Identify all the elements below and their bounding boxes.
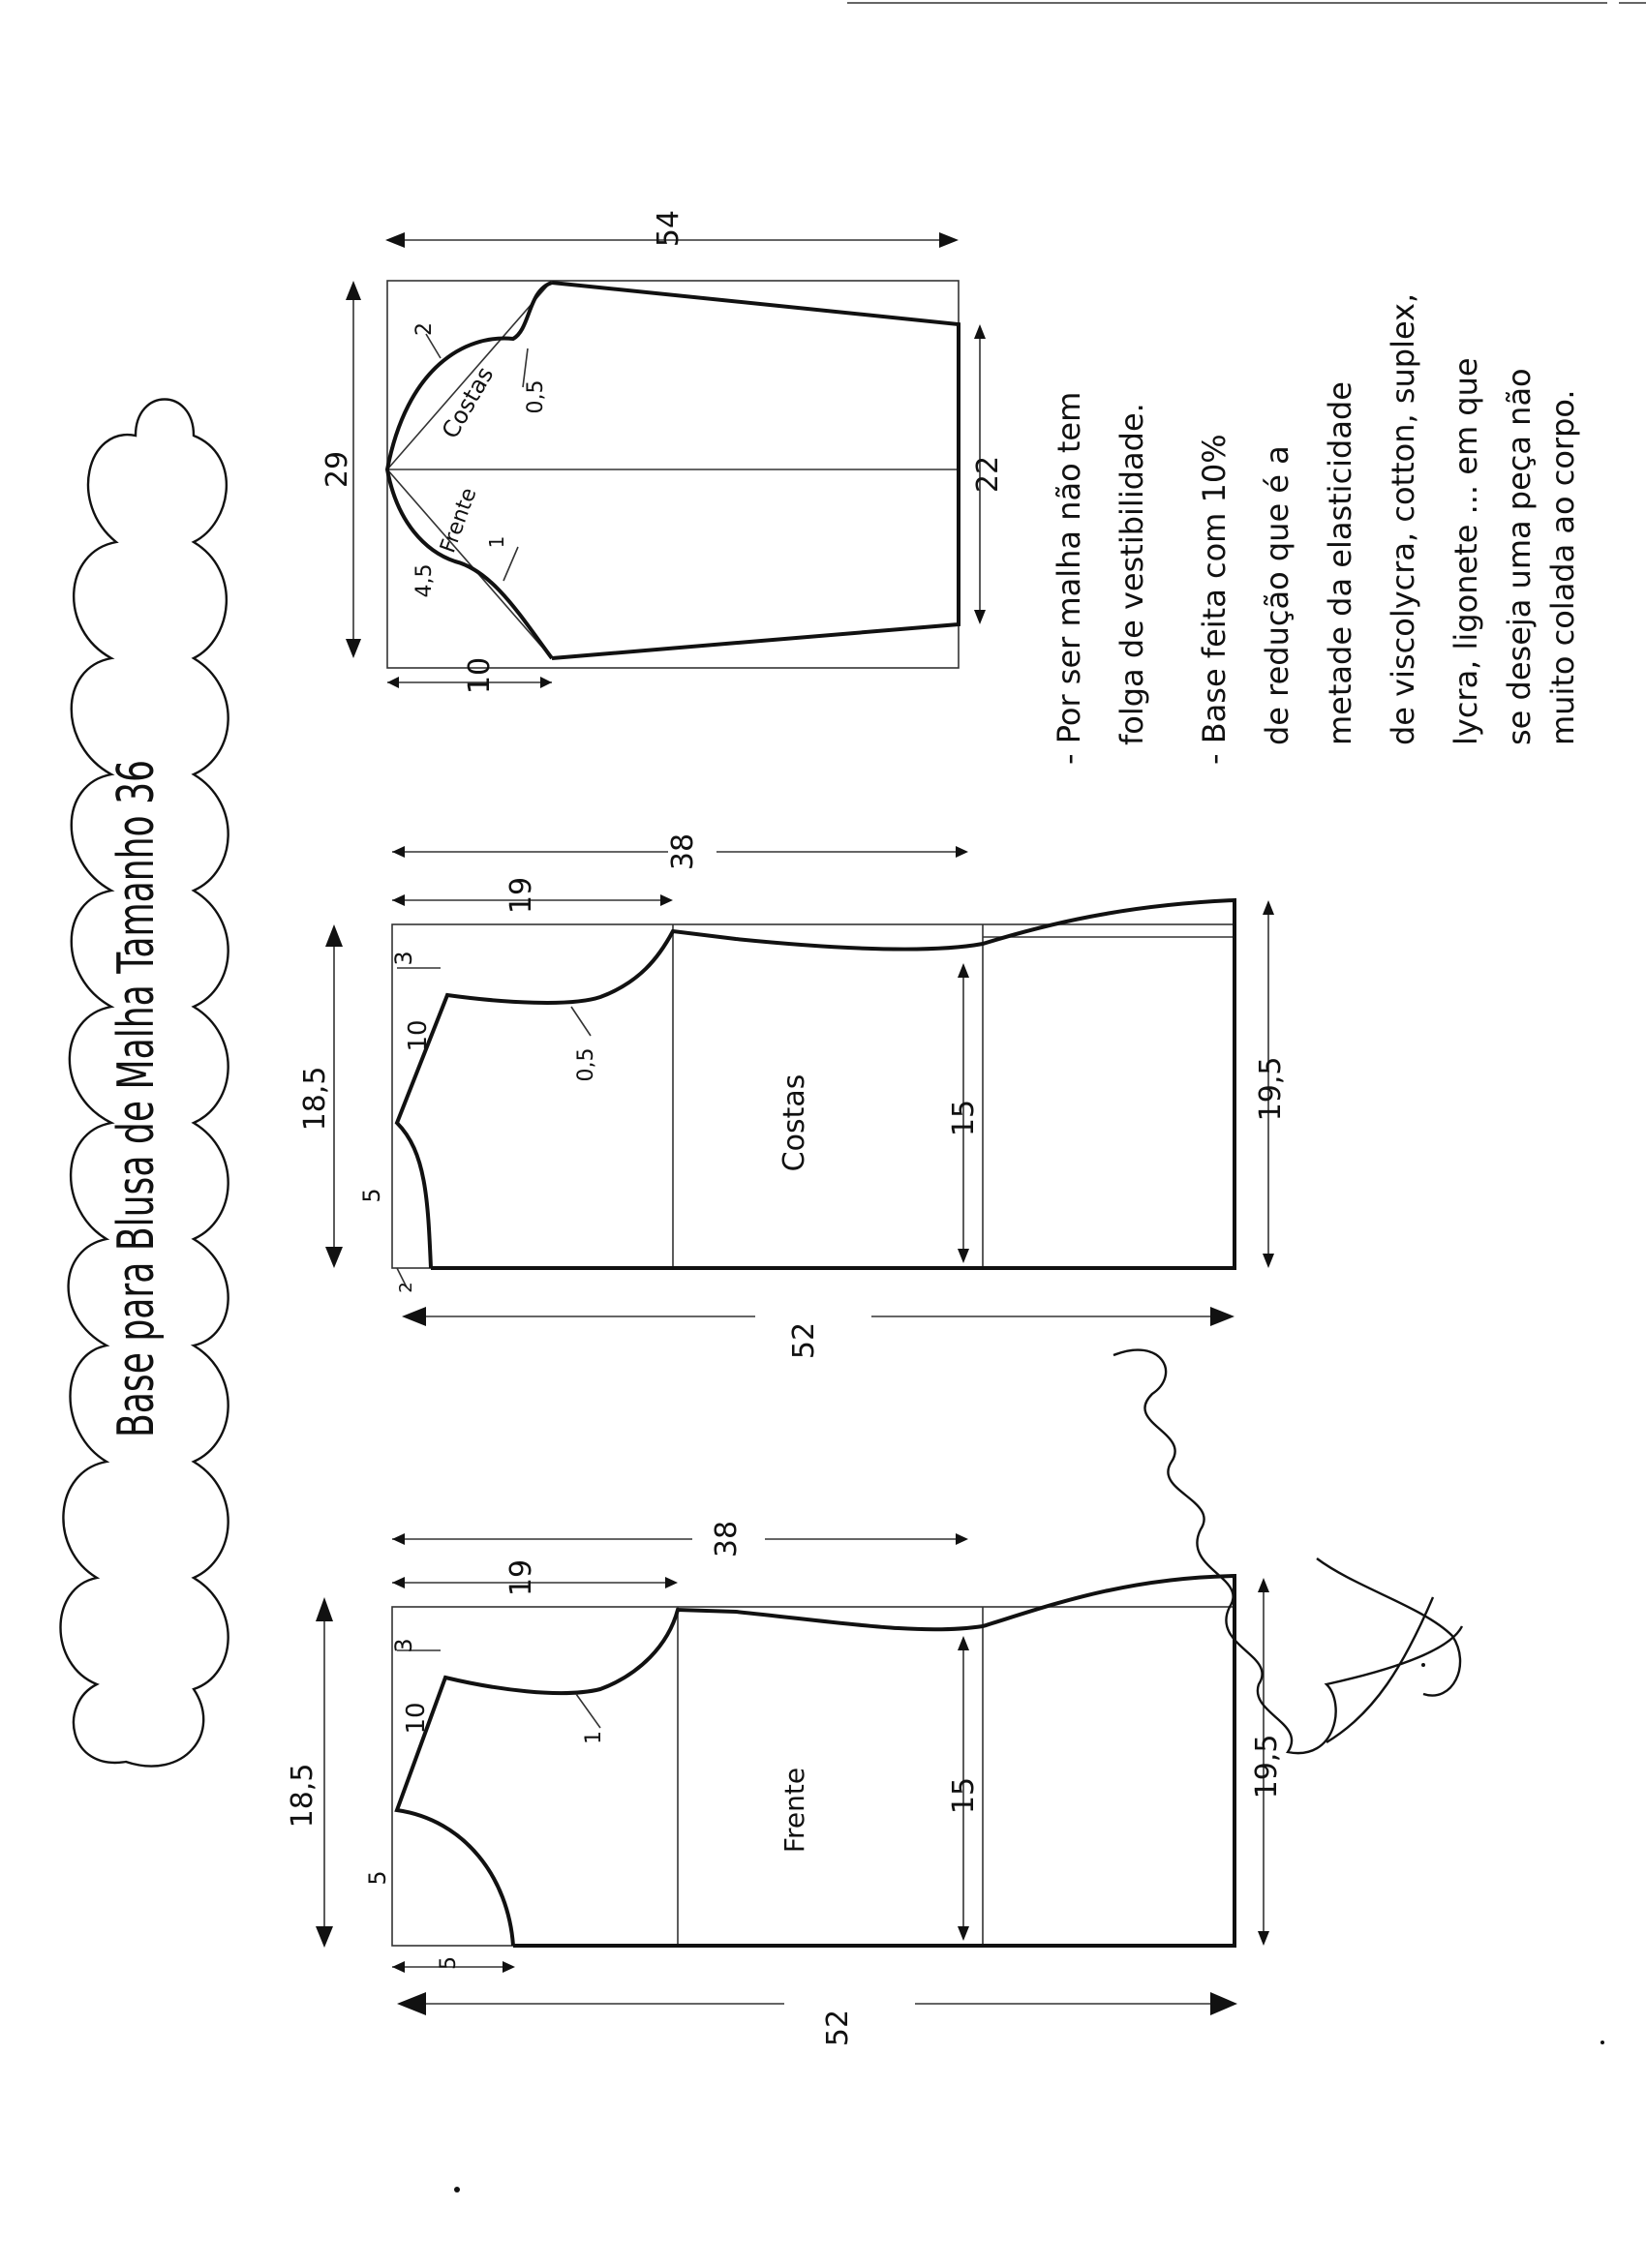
back-armhole-curve-label: 0,5 (574, 1047, 598, 1082)
sleeve-front-curve-out-label: 4,5 (412, 563, 437, 598)
back-width-top-label: 18,5 (298, 1066, 332, 1132)
title-text: Base para Blusa de Malha Tamanho 36 (107, 461, 166, 1437)
back-neck-width-label: 5 (358, 1188, 385, 1203)
notes-line: metade da elasticidade (1322, 381, 1358, 745)
sleeve-front-curve-in-label: 1 (485, 535, 508, 549)
back-neck-depth-label: 2 (396, 1282, 416, 1293)
front-armhole-depth-label: 19 (504, 1558, 538, 1597)
back-piece-label: Costas (777, 1074, 811, 1172)
back-waist-length-label: 38 (666, 832, 700, 871)
notes-line: de redução que é a (1259, 445, 1295, 745)
front-shoulder-length-label: 10 (402, 1702, 431, 1735)
notes-line: - Por ser malha não tem (1051, 391, 1087, 765)
back-total-length-label: 52 (787, 1321, 821, 1360)
back-hem-width-label: 19,5 (1254, 1056, 1288, 1122)
front-piece-label: Frente (778, 1767, 810, 1854)
sleeve-back-curve-in-label: 0,5 (524, 379, 548, 414)
front-width-top-label: 18,5 (286, 1763, 320, 1829)
sleeve-front-label: Frente (436, 484, 482, 557)
signature (1113, 1350, 1462, 1754)
sleeve-length-label: 54 (652, 209, 686, 248)
front-neck-depth-label: 5 (437, 1956, 461, 1970)
back-shoulder-drop-label: 3 (390, 951, 417, 966)
sleeve-back-curve-out-label: 2 (412, 322, 437, 336)
sleeve-cap-offset-label: 10 (463, 656, 497, 695)
back-shoulder-length-label: 10 (404, 1019, 433, 1052)
front-waist-length-label: 38 (710, 1520, 744, 1558)
back-waist-width-label: 15 (947, 1099, 981, 1137)
notes-line: lycra, ligonete ... em que (1448, 357, 1484, 745)
front-waist-width-label: 15 (947, 1776, 981, 1815)
notes-block (1051, 293, 1581, 765)
sleeve-back-label: Costas (436, 362, 500, 443)
front-shoulder-drop-label: 3 (390, 1638, 417, 1653)
sleeve-cap-width-label: 29 (320, 450, 354, 489)
notes-line: - Base feita com 10% (1196, 434, 1233, 765)
front-hem-width-label: 19,5 (1250, 1734, 1284, 1799)
notes-line: de viscolycra, cotton, suplex, (1385, 292, 1421, 745)
sleeve-hem-width-label: 22 (971, 455, 1005, 494)
front-armhole-curve-label: 1 (582, 1731, 606, 1744)
notes-line: se deseja uma peça não (1501, 368, 1538, 745)
front-neck-width-label: 5 (364, 1870, 391, 1886)
scan-speck (1421, 1663, 1425, 1667)
scan-speck (1600, 2041, 1604, 2044)
sleeve-pattern (346, 232, 986, 688)
notes-line: folga de vestibilidade. (1113, 403, 1150, 745)
back-armhole-depth-label: 19 (504, 876, 538, 915)
notes-line: muito colada ao corpo. (1544, 389, 1581, 745)
scan-speck (454, 2187, 460, 2192)
front-total-length-label: 52 (821, 2009, 855, 2047)
